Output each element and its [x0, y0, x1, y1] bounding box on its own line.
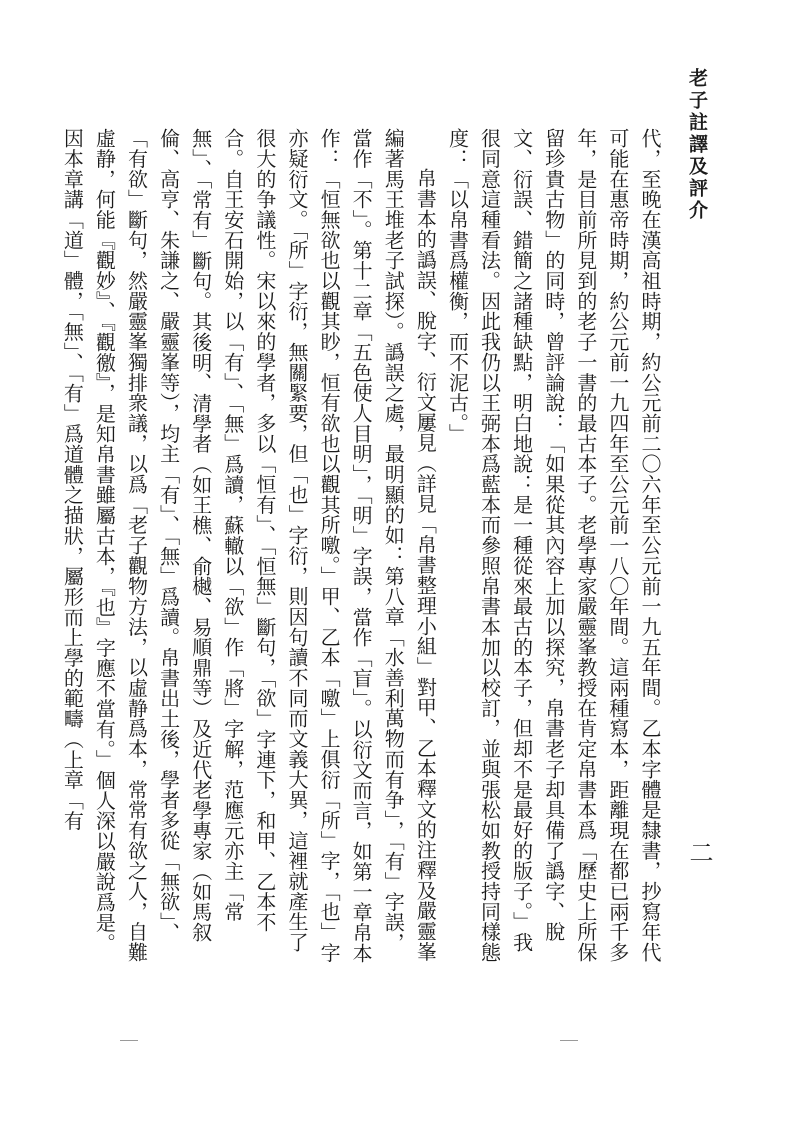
paragraph-2: 帛書本的譌誤、脫字、衍文屢見（詳見「帛書整理小組」對甲、乙本釋文的注釋及嚴靈峯編著馬王堆老子試探）。譌誤之處，最明顯的如：第八章「水善利萬物而有争」，「有」字誤，當作「不」。第十二章「五色使人目明」，「明」字誤，當作「盲」。以衍文而言，如第一章帛本作：「恒無欲也以觀其眇，恒有欲也以觀其所噭。」甲、乙本「噭」上俱衍「所」字，「也」字亦疑衍文。「所」字衍，無關緊要，但「也」字衍，則因句讀不同而文義大異，這裡就產生了很大的争議性。宋以來的學者，多以「恒有」、「恒無」斷句，「欲」字連下，和甲、乙本不合。自王安石開始，以「有」、「無」爲讀，蘇轍以「欲」作「將」字解，范應元亦主「常無」、「常有」斷句。其後明、清學者（如王樵、俞樾、易順鼎等）及近代老學專家（如馬叙倫、高亨、朱謙之、嚴靈峯等），均主「有」、「無」爲讀。帛書出土後，學者多從「無欲」、「有欲」斷句，然嚴靈峯獨排衆議，以爲「老子觀物方法，以虛静爲本，常常有欲之人，自難虛静，何能『觀妙』、『觀徼』，是知帛書雖屬古本，『也』字應不當有。」個人深以嚴說爲是。因本章講「道」體，「無」、「有」爲道體之描狀，屬形而上學的範疇（上章「有	[60, 128, 438, 964]
page-number: 二	[685, 840, 713, 864]
paragraph-1: 代，至晚在漢高祖時期，約公元前二〇六年至公元前一九五年間。乙本字體是隸書，抄寫年代可能在惠帝時期，約公元前一九四年至公元前一八〇年間。這兩種寫本，距離現在都已兩千多年，是目前所見到的老子一書的最古本子。老學專家嚴靈峯教授在肯定帛書本爲「歷史上所保留珍貴古物」的同時，曾評論說：「如果從其內容上加以探究，帛書老子却具備了譌字、脫文、衍誤、錯簡之諸種缺點，明白地說：是一種從來最古的本子，但却不是最好的版子。」我很同意這種看法。因此我仍以王弼本爲藍本而參照帛書本加以校訂，並與張松如教授持同樣態度：「以帛書爲權衡，而不泥古。」	[445, 128, 662, 963]
main-text	[60, 128, 666, 968]
scan-mark	[120, 1040, 138, 1041]
scan-mark	[560, 1040, 578, 1041]
running-header: 老子註譯及評介	[686, 68, 708, 222]
